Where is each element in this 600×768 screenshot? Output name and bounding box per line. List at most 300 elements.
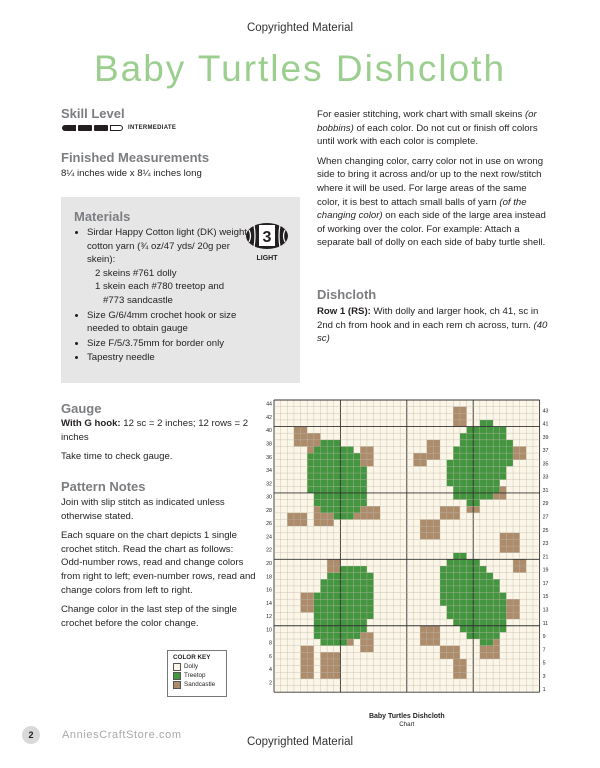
chart-cell — [400, 466, 407, 473]
chart-cell — [347, 586, 354, 593]
chart-cell — [420, 486, 427, 493]
chart-cell — [287, 526, 294, 533]
chart-cell — [500, 526, 507, 533]
chart-cell — [486, 666, 493, 673]
chart-cell — [281, 446, 288, 453]
chart-cell — [394, 573, 401, 580]
chart-cell — [307, 579, 314, 586]
chart-cell — [387, 493, 394, 500]
chart-row-label: 10 — [266, 627, 272, 634]
chart-cell — [520, 566, 527, 573]
chart-cell — [453, 666, 460, 673]
chart-cell — [433, 652, 440, 659]
chart-cell — [307, 659, 314, 666]
chart-cell — [420, 593, 427, 600]
chart-cell — [513, 486, 520, 493]
chart-cell — [460, 440, 467, 447]
chart-cell — [354, 652, 361, 659]
chart-cell — [520, 599, 527, 606]
chart-cell — [347, 619, 354, 626]
chart-cell — [287, 612, 294, 619]
chart-cell — [533, 420, 540, 427]
chart-cell — [301, 626, 308, 633]
chart-cell — [427, 612, 434, 619]
chart-cell — [360, 579, 367, 586]
chart-cell — [493, 546, 500, 553]
chart-cell — [493, 533, 500, 540]
chart-cell — [480, 533, 487, 540]
chart-cell — [301, 500, 308, 507]
chart-cell — [314, 473, 321, 480]
chart-cell — [440, 526, 447, 533]
chart-cell — [347, 546, 354, 553]
chart-cell — [513, 599, 520, 606]
chart-cell — [473, 440, 480, 447]
chart-cell — [307, 460, 314, 467]
chart-cell — [433, 407, 440, 414]
chart-cell — [340, 666, 347, 673]
chart-cell — [354, 506, 361, 513]
chart-cell — [513, 666, 520, 673]
chart-cell — [374, 546, 381, 553]
chart-cell — [526, 473, 533, 480]
chart-cell — [360, 460, 367, 467]
chart-cell — [387, 500, 394, 507]
chart-cell — [294, 526, 301, 533]
chart-cell — [526, 520, 533, 527]
chart-cell — [314, 433, 321, 440]
chart-cell — [480, 420, 487, 427]
chart-cell — [354, 460, 361, 467]
chart-cell — [327, 486, 334, 493]
chart-cell — [380, 652, 387, 659]
chart-cell — [387, 553, 394, 560]
chart-cell — [533, 440, 540, 447]
chart-cell — [387, 573, 394, 580]
chart-cell — [334, 539, 341, 546]
chart-cell — [440, 573, 447, 580]
chart-cell — [374, 453, 381, 460]
chart-cell — [367, 433, 374, 440]
chart-cell — [520, 666, 527, 673]
chart-cell — [506, 593, 513, 600]
chart-cell — [427, 420, 434, 427]
chart-cell — [433, 473, 440, 480]
chart-cell — [367, 646, 374, 653]
chart-cell — [447, 493, 454, 500]
chart-cell — [374, 473, 381, 480]
chart-cell — [340, 500, 347, 507]
chart-cell — [327, 639, 334, 646]
chart-cell — [301, 506, 308, 513]
chart-cell — [354, 466, 361, 473]
chart-cell — [440, 539, 447, 546]
chart-cell — [380, 599, 387, 606]
chart-cell — [327, 666, 334, 673]
chart-cell — [320, 553, 327, 560]
chart-cell — [513, 579, 520, 586]
chart-cell — [486, 586, 493, 593]
chart-cell — [460, 553, 467, 560]
chart-cell — [420, 546, 427, 553]
chart-cell — [453, 533, 460, 540]
chart-cell — [347, 433, 354, 440]
chart-cell — [493, 672, 500, 679]
chart-cell — [367, 632, 374, 639]
chart-cell — [334, 473, 341, 480]
chart-cell — [307, 473, 314, 480]
chart-cell — [334, 679, 341, 686]
chart-cell — [520, 433, 527, 440]
chart-cell — [281, 473, 288, 480]
chart-cell — [314, 506, 321, 513]
chart-cell — [334, 606, 341, 613]
chart-cell — [287, 413, 294, 420]
chart-cell — [493, 659, 500, 666]
chart-cell — [506, 466, 513, 473]
chart-cell — [387, 546, 394, 553]
chart-cell — [420, 612, 427, 619]
chart-cell — [506, 599, 513, 606]
chart-cell — [480, 686, 487, 693]
chart-cell — [274, 480, 281, 487]
chart-cell — [307, 480, 314, 487]
chart-cell — [334, 652, 341, 659]
chart-cell — [407, 453, 414, 460]
chart-cell — [307, 486, 314, 493]
chart-cell — [307, 506, 314, 513]
chart-cell — [374, 559, 381, 566]
chart-cell — [420, 646, 427, 653]
chart-cell — [480, 646, 487, 653]
chart-cell — [506, 533, 513, 540]
chart-cell — [467, 413, 474, 420]
chart-cell — [453, 686, 460, 693]
chart-cell — [407, 606, 414, 613]
chart-cell — [281, 486, 288, 493]
chart-cell — [433, 466, 440, 473]
chart-cell — [427, 546, 434, 553]
chart-cell — [467, 400, 474, 407]
chart-cell — [480, 440, 487, 447]
chart-cell — [307, 619, 314, 626]
chart-cell — [440, 586, 447, 593]
chart-cell — [380, 659, 387, 666]
chart-cell — [301, 666, 308, 673]
chart-cell — [287, 546, 294, 553]
chart-cell — [526, 679, 533, 686]
chart-cell — [360, 573, 367, 580]
chart-cell — [287, 420, 294, 427]
chart-cell — [447, 453, 454, 460]
chart-cell — [347, 453, 354, 460]
chart-cell — [314, 679, 321, 686]
chart-cell — [506, 480, 513, 487]
chart-cell — [340, 427, 347, 434]
chart-cell — [374, 440, 381, 447]
chart-cell — [526, 666, 533, 673]
chart-cell — [387, 486, 394, 493]
chart-cell — [301, 520, 308, 527]
chart-cell — [460, 612, 467, 619]
chart-cell — [486, 520, 493, 527]
chart-cell — [287, 539, 294, 546]
chart-cell — [453, 420, 460, 427]
chart-cell — [513, 619, 520, 626]
chart-cell — [274, 659, 281, 666]
skill-block — [94, 125, 108, 131]
chart-cell — [380, 606, 387, 613]
materials-item: • Tapestry needle — [87, 351, 255, 365]
skill-level-heading: Skill Level — [61, 106, 125, 121]
chart-cell — [500, 559, 507, 566]
chart-cell — [447, 612, 454, 619]
chart-cell — [486, 407, 493, 414]
chart-cell — [360, 480, 367, 487]
chart-cell — [453, 480, 460, 487]
chart-cell — [493, 593, 500, 600]
chart-cell — [301, 672, 308, 679]
chart-cell — [294, 626, 301, 633]
chart-cell — [354, 672, 361, 679]
chart-cell — [314, 686, 321, 693]
chart-cell — [520, 606, 527, 613]
chart-cell — [533, 400, 540, 407]
chart-cell — [380, 453, 387, 460]
chart-cell — [460, 433, 467, 440]
chart-cell — [460, 473, 467, 480]
chart-cell — [473, 559, 480, 566]
chart-cell — [334, 453, 341, 460]
pattern-note: Each square on the chart depicts 1 single crochet stitch. Read the chart as follows: Odd-number rows, read and change colors from right to left; even-number rows, read and change colors from left to right. — [61, 530, 256, 596]
chart-cell — [287, 666, 294, 673]
chart-cell — [307, 666, 314, 673]
chart-cell — [380, 493, 387, 500]
chart-cell — [394, 612, 401, 619]
chart-cell — [526, 586, 533, 593]
chart-cell — [520, 672, 527, 679]
chart-cell — [394, 533, 401, 540]
chart-cell — [533, 593, 540, 600]
chart-cell — [493, 686, 500, 693]
chart-cell — [460, 420, 467, 427]
chart-cell — [460, 493, 467, 500]
chart-cell — [493, 466, 500, 473]
chart-cell — [387, 559, 394, 566]
chart-cell — [427, 473, 434, 480]
chart-cell — [360, 553, 367, 560]
chart-cell — [274, 599, 281, 606]
chart-cell — [453, 579, 460, 586]
chart-cell — [387, 413, 394, 420]
chart-cell — [407, 586, 414, 593]
chart-cell — [367, 619, 374, 626]
chart-cell — [526, 672, 533, 679]
chart-cell — [453, 526, 460, 533]
chart-cell — [440, 619, 447, 626]
chart-row-label: 26 — [266, 521, 272, 528]
chart-cell — [360, 686, 367, 693]
color-key-row: Dolly — [168, 662, 226, 671]
chart-cell — [413, 599, 420, 606]
chart-cell — [294, 493, 301, 500]
chart-cell — [513, 546, 520, 553]
chart-cell — [480, 446, 487, 453]
chart-cell — [294, 400, 301, 407]
chart-cell — [274, 466, 281, 473]
chart-cell — [367, 427, 374, 434]
chart-cell — [387, 473, 394, 480]
chart-cell — [427, 646, 434, 653]
chart-cell — [506, 460, 513, 467]
chart-cell — [354, 526, 361, 533]
chart-cell — [533, 433, 540, 440]
chart-cell — [307, 573, 314, 580]
chart-cell — [301, 612, 308, 619]
chart-row-label: 21 — [542, 554, 549, 561]
chart-cell — [473, 400, 480, 407]
chart-cell — [274, 446, 281, 453]
chart-cell — [440, 659, 447, 666]
chart-svg — [262, 396, 582, 736]
chart-cell — [520, 493, 527, 500]
chart-cell — [367, 652, 374, 659]
chart-cell — [407, 593, 414, 600]
chart-cell — [387, 433, 394, 440]
chart-cell — [347, 446, 354, 453]
chart-cell — [500, 579, 507, 586]
gauge-bold: With G hook: — [61, 418, 121, 429]
chart-cell — [420, 573, 427, 580]
chart-cell — [413, 486, 420, 493]
chart-cell — [526, 526, 533, 533]
chart-cell — [354, 486, 361, 493]
chart-cell — [394, 480, 401, 487]
chart-row-label: 7 — [542, 647, 546, 654]
chart-cell — [360, 612, 367, 619]
chart-cell — [447, 593, 454, 600]
chart-cell — [294, 639, 301, 646]
chart-cell — [360, 407, 367, 414]
chart-cell — [520, 526, 527, 533]
chart-cell — [340, 619, 347, 626]
chart-cell — [367, 539, 374, 546]
chart-cell — [367, 400, 374, 407]
chart-row-label: 33 — [542, 474, 549, 481]
chart-cell — [400, 639, 407, 646]
chart-cell — [526, 573, 533, 580]
chart-cell — [340, 506, 347, 513]
chart-cell — [301, 400, 308, 407]
chart-cell — [387, 539, 394, 546]
chart-cell — [513, 612, 520, 619]
chart-cell — [480, 466, 487, 473]
chart-cell — [420, 619, 427, 626]
chart-cell — [440, 506, 447, 513]
chart-cell — [274, 453, 281, 460]
chart-cell — [327, 473, 334, 480]
chart-cell — [420, 606, 427, 613]
chart-cell — [354, 593, 361, 600]
chart-cell — [533, 652, 540, 659]
chart-cell — [274, 639, 281, 646]
chart-cell — [320, 586, 327, 593]
chart-cell — [486, 453, 493, 460]
chart-cell — [307, 420, 314, 427]
chart-cell — [314, 520, 321, 527]
chart-cell — [447, 559, 454, 566]
finished-measurements-text: 8¼ inches wide x 8¼ inches long — [61, 168, 202, 179]
chart-cell — [360, 500, 367, 507]
chart-cell — [294, 559, 301, 566]
chart-cell — [320, 666, 327, 673]
chart-cell — [433, 446, 440, 453]
chart-cell — [340, 553, 347, 560]
chart-cell — [354, 632, 361, 639]
chart-cell — [533, 559, 540, 566]
chart-cell — [281, 599, 288, 606]
chart-cell — [493, 407, 500, 414]
chart-cell — [447, 672, 454, 679]
chart-cell — [453, 460, 460, 467]
chart-cell — [374, 646, 381, 653]
chart-cell — [500, 500, 507, 507]
chart-cell — [320, 413, 327, 420]
chart-cell — [400, 539, 407, 546]
chart-cell — [526, 440, 533, 447]
chart-cell — [400, 480, 407, 487]
chart-cell — [486, 632, 493, 639]
chart-cell — [281, 453, 288, 460]
chart-cell — [394, 460, 401, 467]
chart-cell — [440, 400, 447, 407]
chart-cell — [447, 473, 454, 480]
chart-cell — [413, 433, 420, 440]
chart-cell — [287, 460, 294, 467]
chart-cell — [281, 546, 288, 553]
chart-cell — [281, 586, 288, 593]
chart-cell — [513, 453, 520, 460]
materials-item: • Size F/5/3.75mm for border only — [87, 337, 255, 351]
chart-cell — [294, 500, 301, 507]
chart-cell — [287, 427, 294, 434]
chart-row-label: 44 — [266, 401, 272, 408]
chart-cell — [506, 652, 513, 659]
chart-cell — [400, 672, 407, 679]
chart-cell — [486, 493, 493, 500]
chart-cell — [433, 679, 440, 686]
chart-cell — [520, 659, 527, 666]
chart-cell — [526, 466, 533, 473]
chart-cell — [467, 672, 474, 679]
chart-cell — [400, 586, 407, 593]
chart-cell — [400, 573, 407, 580]
chart-cell — [486, 400, 493, 407]
chart-cell — [400, 407, 407, 414]
chart-cell — [380, 566, 387, 573]
chart-cell — [301, 533, 308, 540]
chart-cell — [367, 679, 374, 686]
chart-cell — [314, 446, 321, 453]
chart-row-label: 38 — [266, 441, 272, 448]
chart-cell — [327, 420, 334, 427]
chart-cell — [281, 400, 288, 407]
chart-cell — [447, 400, 454, 407]
chart-cell — [440, 453, 447, 460]
chart-cell — [314, 480, 321, 487]
chart-cell — [294, 679, 301, 686]
chart-cell — [533, 553, 540, 560]
